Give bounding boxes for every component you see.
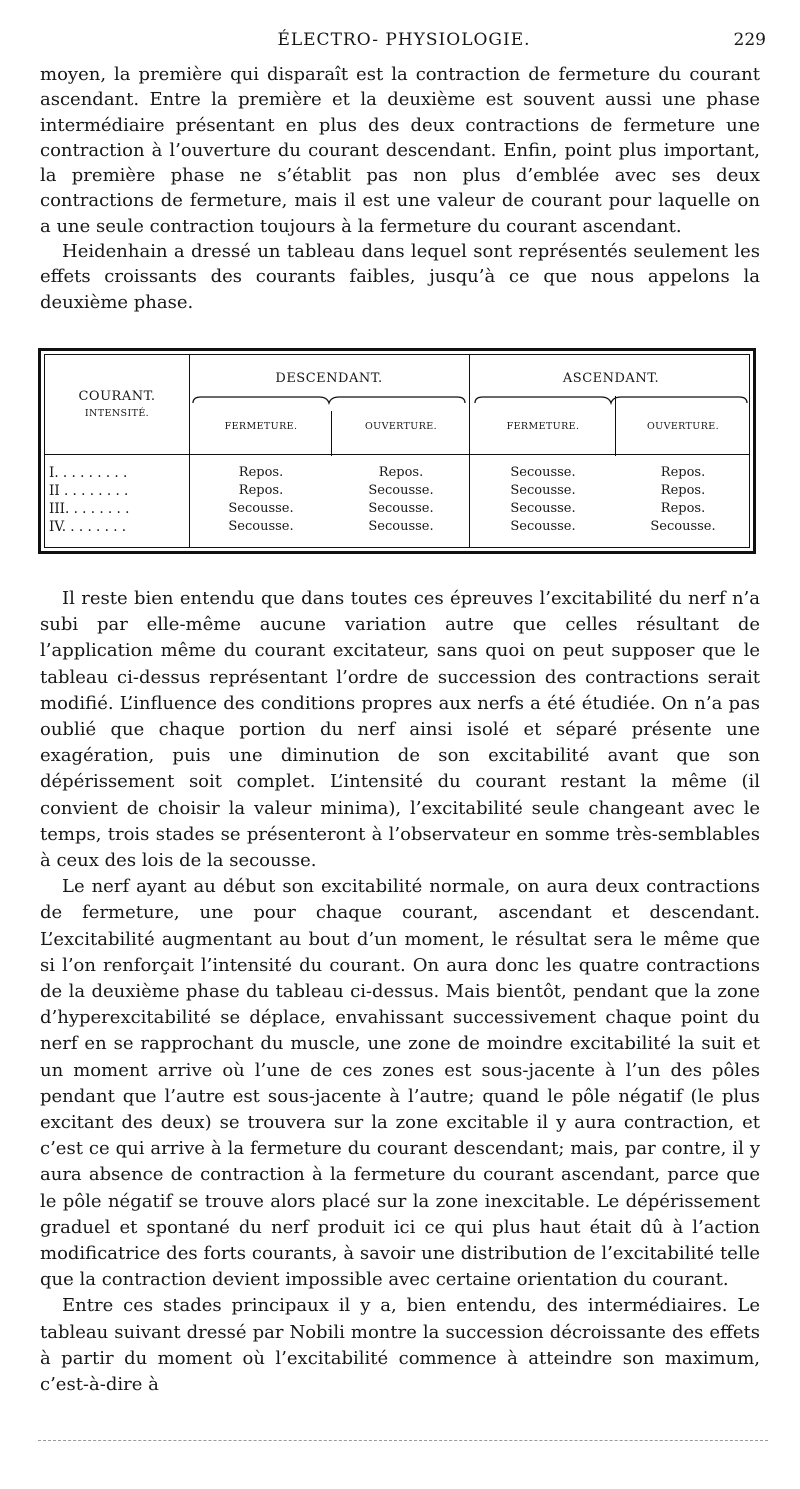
table-cell: Secousse. — [368, 501, 434, 516]
table-cell: Repos. — [238, 483, 284, 498]
row-label: I. . . . . . . . . — [49, 465, 128, 481]
text-block-bottom — [40, 586, 760, 1398]
row-label: IV. . . . . . . . — [49, 519, 127, 535]
group-header-ascendant: ASCENDANT. — [562, 371, 660, 386]
table-cell: Secousse. — [228, 501, 294, 516]
paragraph: Il reste bien entendu que dans toutes ces épreuves l’excitabilité du nerf n’a subi par elle-même aucune variation autre que celles résultant de l’application même du courant excitateur, sans quoi on peut supposer que le tableau ci-dessus représentant l’ordre de succession des contractions serait modifié. L’influence des conditions propres aux nerfs a été étudiée. On n’a pas oublié que chaque portion du nerf ainsi isolé et séparé présente une exagération, puis une diminution de son excitabilité avant que son dépérissement soit complet. L’intensité du courant restant la même (il convient de choisir la valeur minima), l’excitabilité seule changeant avec le temps, trois stades se présenteront à l’observateur en somme très-semblables à ceux des lois de la secousse. — [40, 588, 760, 872]
row-label: II . . . . . . . . — [49, 483, 129, 499]
table-cell: Repos. — [660, 501, 706, 516]
table-cell: Secousse. — [650, 519, 716, 534]
table-cell: Secousse. — [510, 483, 576, 498]
group-header-descendant: DESCENDANT. — [275, 371, 383, 386]
footer-rule — [38, 1440, 768, 1443]
column-header: OUVERTURE. — [364, 421, 438, 432]
brace-ascendant — [473, 393, 749, 407]
table-cell: Repos. — [378, 465, 424, 480]
running-title: ÉLECTRO- PHYSIOLOGIE. — [277, 30, 531, 50]
column-header: FERMETURE. — [224, 421, 298, 432]
table-cell: Secousse. — [510, 465, 576, 480]
table-cell: Secousse. — [368, 483, 434, 498]
row-header: COURANT. — [78, 389, 156, 404]
row-label: III. . . . . . . . — [49, 501, 130, 517]
page-number: 229 — [733, 30, 766, 50]
table-cell: Secousse. — [368, 519, 434, 534]
column-header: OUVERTURE. — [646, 421, 720, 432]
paragraph: Le nerf ayant au début son excitabilité normale, on aura deux contractions de fermeture, une pour chaque courant, ascendant et descendant. L’excitabilité augmentant au bout d’un moment, le résultat sera le même que si l’on renforçait l’intensité du courant. On aura donc les quatre contractions de la deuxième phase du tableau ci-dessus. Mais bientôt, pendant que la zone d’hyperexcitabilité se déplace, envahissant successivement chaque point du nerf en se rapprochant du muscle, une zone de moindre excitabilité la suit et un moment arrive où l’une de ces zones est sous-jacente à l’un des pôles pendant que l’autre est sous-jacente à l’autre; quand le pôle négatif (le plus excitant des deux) se trouvera sur la zone excitable il y aura contraction, et c’est ce qui arrive à la fermeture du courant descendant; mais, par contre, il y aura absence de contraction à la fermeture du courant ascendant, parce que le pôle négatif se trouve alors placé sur la zone inexcitable. Le dépérissement graduel et spontané du nerf produit ici ce qui plus haut était dû à l’action modificatrice des forts courants, à savoir une distribution de l’excitabilité telle que la contraction devient impossible avec certaine orientation du courant. — [40, 876, 760, 1291]
data-table — [38, 348, 756, 554]
text-block-top — [40, 62, 760, 315]
brace-descendant — [191, 393, 467, 407]
table-cell: Secousse. — [510, 519, 576, 534]
table-divider — [331, 411, 332, 456]
row-subheader: INTENSITÉ. — [84, 408, 150, 419]
paragraph: Heidenhain a dressé un tableau dans lequel sont représentés seulement les effets croissants des courants faibles, jusqu’à ce que nous appelons la deuxième phase. — [40, 241, 760, 313]
column-header: FERMETURE. — [506, 421, 580, 432]
running-head — [40, 30, 768, 54]
table-cell: Repos. — [238, 465, 284, 480]
table-divider — [469, 354, 470, 548]
table-header-rule — [44, 454, 750, 455]
table-cell: Repos. — [660, 483, 706, 498]
table-divider — [189, 354, 190, 548]
paragraph: moyen, la première qui disparaît est la contraction de fermeture du courant ascendant. Entre la première et la deuxième est souvent aussi une phase intermédiaire présentant en plus des deux contractions de fermeture une contraction à l’ouverture du courant descendant. Enfin, point plus important, la première phase ne s’établit pas non plus d’emblée avec ses deux contractions de fermeture, mais il est une valeur de courant pour laquelle on a une seule contraction toujours à la fermeture du courant ascendant. — [40, 64, 760, 237]
table-cell: Secousse. — [510, 501, 576, 516]
paragraph: Entre ces stades principaux il y a, bien entendu, des intermédiaires. Le tableau suivant dressé par Nobili montre la succession décroissante des effets à partir du moment où l’excitabilité commence à atteindre son maximum, c’est-à-dire à — [40, 1295, 760, 1396]
table-cell: Repos. — [660, 465, 706, 480]
table-cell: Secousse. — [228, 519, 294, 534]
